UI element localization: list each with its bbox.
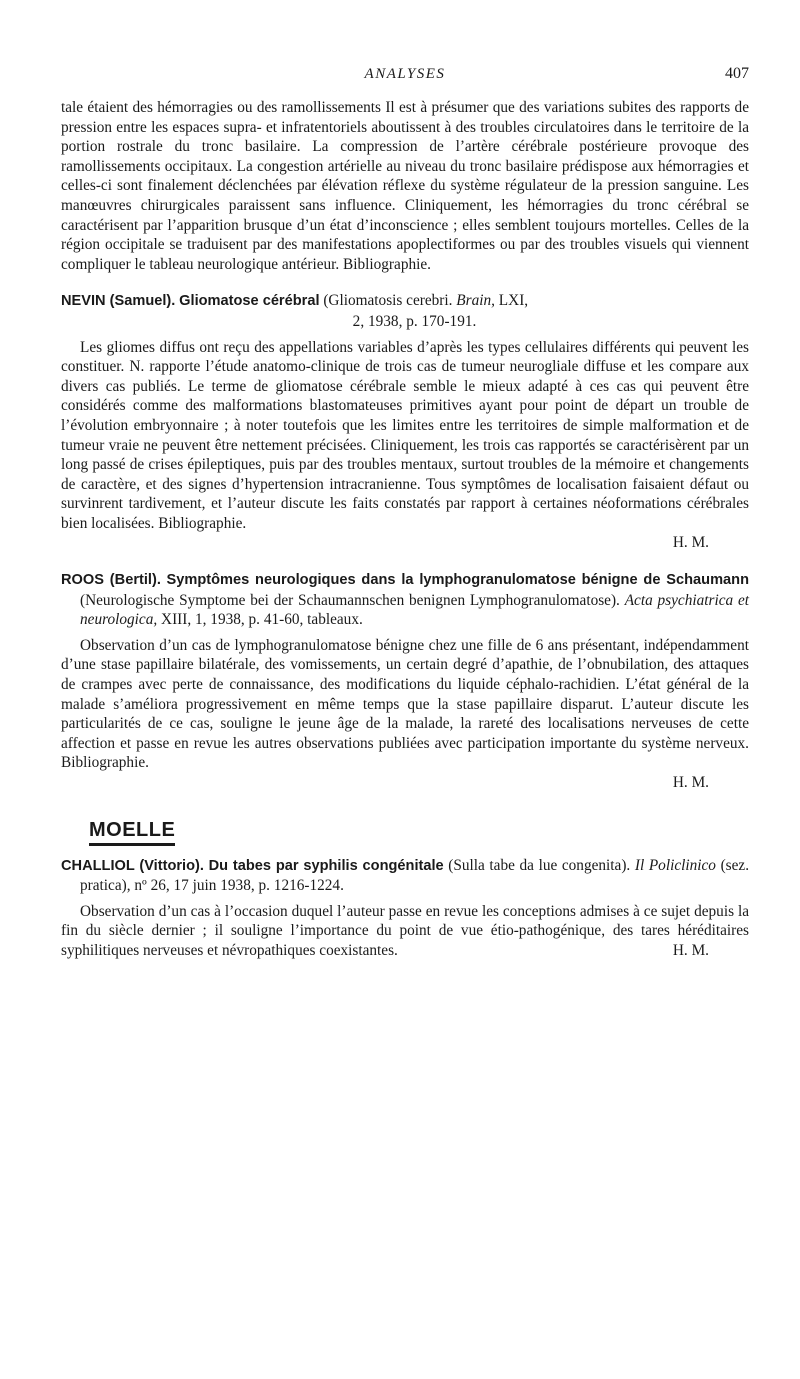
entry-journal: Il Policlinico — [634, 856, 716, 874]
entry-heading-challiol — [61, 856, 749, 896]
entry-signature: H. M. — [672, 941, 709, 959]
entry-reference: LXI, — [498, 292, 529, 310]
section-heading: MOELLE — [89, 819, 175, 846]
entry-original-title: (Gliomatosis cerebri. — [323, 292, 453, 310]
entry-abstract — [61, 902, 749, 961]
entry-original-title: (Neurologische Symptome bei der Schaumannschen benignen Lymphogranulomatose). — [80, 591, 620, 609]
entry-title: Du tabes par syphilis congénitale — [208, 857, 444, 874]
entry-reference: (sez. pratica), nº 26, 17 juin 1938, p. 1216-1224. — [80, 856, 750, 895]
entry-author: NEVIN (Samuel). — [61, 293, 176, 310]
entry-signature: H. M. — [672, 774, 709, 791]
entry-title: Symptômes neurologiques dans la lymphogranulomatose bénigne de Schaumann — [166, 572, 750, 589]
running-head — [61, 64, 749, 86]
entry-reference-cont: 2, 1938, p. 170-191. — [352, 312, 477, 330]
entry-journal: Brain, — [456, 292, 495, 310]
entry-heading-nevin — [61, 291, 749, 331]
entry-abstract-text: Observation d’un cas à l’occasion duquel l’auteur passe en revue les conceptions admises à ce sujet depuis la fin du siècle dernier ; il souligne l’importance du point de vue étio-pathogénique, des tares héréditaires syphilitiques nerveuses et névropathiques coexistantes. — [61, 902, 749, 959]
entry-signature: H. M. — [672, 534, 709, 552]
entry-original-title: (Sulla tabe da lue congenita). — [448, 856, 631, 874]
continuation-paragraph: tale étaient des hémorragies ou des ramollissements Il est à présumer que des variations subites des rapports de pression entre les espaces supra- et infratentoriels aboutissent à des troubles circulatoires dans le territoire de la portion rostrale du tronc basilaire. La compression de l’artère cérébrale postérieure provoque des ramollissements occipitaux. La congestion artérielle au niveau du tronc basilaire prédispose aux hémorragies et celles-ci sont finalement déclenchées par élévation réflexe du système régulateur de la pression sanguine. Les manœuvres chirurgicales paraissent sans influence. Cliniquement, les hémorragies du tronc cérébral se caractérisent par l’apparition brusque d’un état d’inconscience ; elles semblent toujours mortelles. Celles de la région occipitale se traduisent par des manifestations apoplectiformes ou par des troubles visuels qui viennent compliquer le tableau neurologique antérieur. Bibliographie. — [61, 99, 749, 273]
entry-author: CHALLIOL (Vittorio). — [61, 857, 204, 874]
entry-abstract: Les gliomes diffus ont reçu des appellations variables d’après les types cellulaires différents qui peuvent les constituer. N. rapporte l’étude anatomo-clinique de trois cas de tumeur neurogliale diffuse et les compare aux divers cas publiés. Le terme de gliomatose cérébrale semble le mieux adapté à ces cas qui peuvent être considérés comme des malformations blastomateuses primitives ayant pour point de départ un trouble de l’évolution embryonnaire ; à noter toutefois que les limites entre les territoires de simple malformation et de tumeur vraie ne peuvent être nettement précisées. Cliniquement, les trois cas rapportés se caractérisèrent par un long passé de crises épileptiques, puis par des troubles mentaux, surtout troubles de la mémoire et changements de caractère, et des signes d’hypertension intracranienne. Tous symptômes de localisation faisaient défaut ou survinrent tardivement, et l’auteur discute les faits constatés par rapport à certaines néoformations cérébrales bien localisées. Bibliographie. — [61, 338, 749, 532]
page-number: 407 — [725, 65, 749, 82]
entry-reference: XIII, 1, 1938, p. 41-60, tableaux. — [161, 611, 363, 629]
entry-journal: Acta psychiatrica et neurologica, — [80, 591, 749, 629]
entry-heading-roos — [61, 570, 749, 630]
running-title: ANALYSES — [364, 66, 446, 82]
entry-author: ROOS (Bertil). — [61, 572, 161, 589]
entry-abstract: Observation d’un cas de lymphogranulomatose bénigne chez une fille de 6 ans présentant, indépendamment d’une stase papillaire bilatérale, des vomissements, un certain degré d’apathie, de l’obnubilation, des attaques de crampes avec perte de connaissance, des modifications du liquide céphalo-rachidien. L’état général de la malade s’améliora progressivement en même temps que la stase papillaire disparut. L’auteur discute les particularités de ce cas, souligne le jeune âge de la malade, la rareté des localisations nerveuses de cette affection et passe en revue les autres observations publiées avec participation importante du système nerveux. Bibliographie. — [61, 636, 749, 772]
page-body — [61, 98, 749, 961]
entry-title: Gliomatose cérébral — [179, 293, 320, 310]
